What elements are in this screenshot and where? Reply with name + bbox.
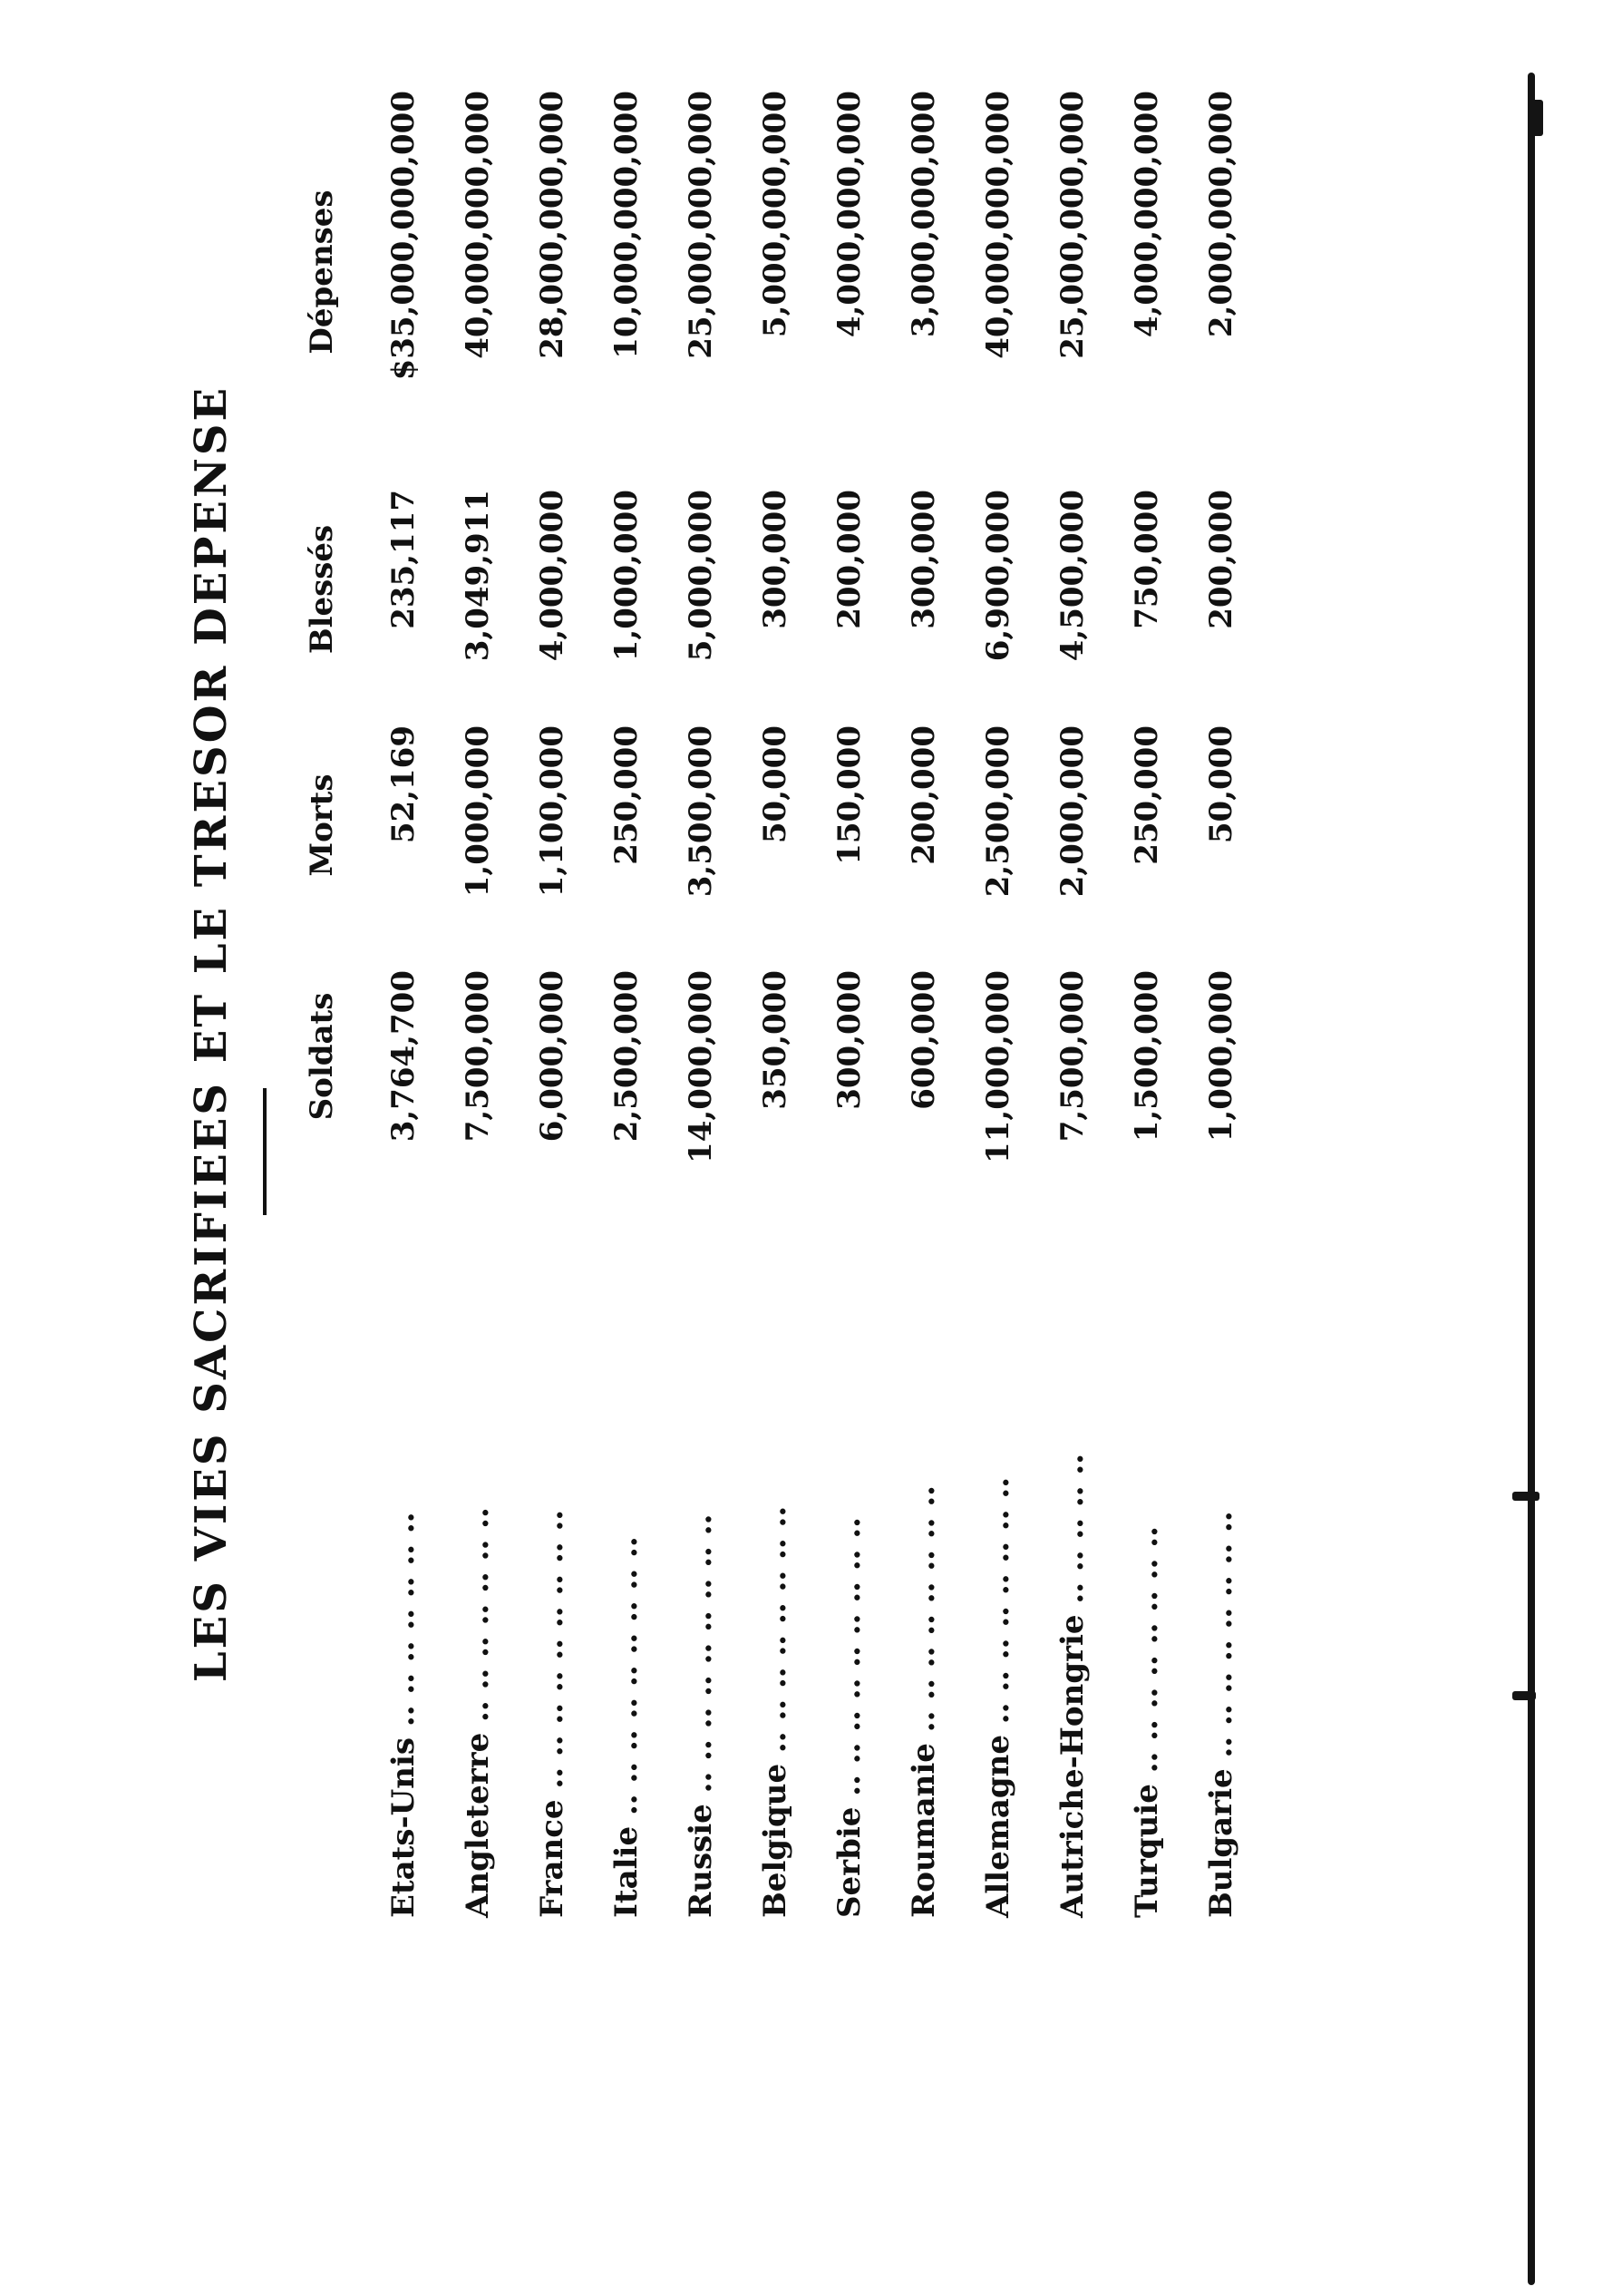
country-cell: Roumanie .. .. .. .. .. .. .. ..	[906, 1484, 942, 1918]
soldats-cell: 7,500,000	[460, 970, 496, 1143]
blesses-cell: 1,000,000	[608, 490, 645, 662]
blesses-cell: 3,049,911	[460, 490, 496, 662]
soldats-cell: 1,500,000	[1129, 970, 1165, 1143]
blesses-cell: 4,000,000	[534, 490, 570, 662]
morts-cell: 50,000	[757, 725, 793, 844]
table-row	[831, 0, 906, 2067]
country-cell: Bulgarie .. .. .. .. .. .. .. ..	[1203, 1511, 1239, 1918]
table-row	[757, 0, 831, 2067]
morts-cell: 250,000	[608, 725, 645, 865]
table-row	[1054, 0, 1129, 2067]
morts-cell: 200,000	[906, 725, 942, 865]
blesses-cell: 5,000,000	[683, 490, 719, 662]
depenses-cell: 5,000,000,000	[757, 91, 793, 338]
depenses-cell: 40,000,000,000	[460, 91, 496, 359]
scan-page-edge	[1528, 73, 1535, 2285]
header-blesses: Blessés	[304, 524, 340, 655]
blesses-cell: 6,900,000	[980, 490, 1016, 662]
table-row	[906, 0, 980, 2067]
blesses-cell: 750,000	[1129, 490, 1165, 629]
soldats-cell: 14,000,000	[683, 970, 719, 1163]
depenses-cell: 10,000,000,000	[608, 91, 645, 359]
table-row	[385, 0, 460, 2067]
blesses-cell: 200,000	[1203, 490, 1239, 629]
depenses-cell: 25,000,000,000	[1054, 91, 1091, 359]
document-page	[109, 0, 1523, 2067]
table-row	[534, 0, 608, 2067]
country-cell: Turquie .. .. .. .. .. .. .. ..	[1129, 1526, 1165, 1918]
document-title: LES VIES SACRIFIEES ET LE TRESOR DEPENSE	[186, 384, 237, 1683]
header-soldats: Soldats	[304, 992, 340, 1121]
country-cell: Allemagne .. .. .. .. .. .. .. ..	[980, 1476, 1016, 1918]
table-row	[608, 0, 683, 2067]
morts-cell: 50,000	[1203, 725, 1239, 844]
soldats-cell: 7,500,000	[1054, 970, 1091, 1143]
casualties-table	[109, 0, 1523, 2067]
header-morts: Morts	[304, 773, 340, 877]
morts-cell: 250,000	[1129, 725, 1165, 865]
blesses-cell: 235,117	[385, 490, 422, 629]
soldats-cell: 11,000,000	[980, 970, 1016, 1163]
country-cell: Etats-Unis .. .. .. .. .. .. ..	[385, 1512, 422, 1918]
depenses-cell: 4,000,000,000	[1129, 91, 1165, 338]
soldats-cell: 350,000	[757, 970, 793, 1110]
country-cell: Belgique .. .. .. .. .. .. .. ..	[757, 1505, 793, 1918]
depenses-cell: 40,000,000,000	[980, 91, 1016, 359]
depenses-cell: 2,000,000,000	[1203, 91, 1239, 338]
table-row	[1203, 0, 1277, 2067]
soldats-cell: 300,000	[831, 970, 868, 1110]
morts-cell: 150,000	[831, 725, 868, 865]
soldats-cell: 600,000	[906, 970, 942, 1110]
soldats-cell: 6,000,000	[534, 970, 570, 1143]
blesses-cell: 300,000	[906, 490, 942, 629]
blesses-cell: 4,500,000	[1054, 490, 1091, 662]
soldats-cell: 2,500,000	[608, 970, 645, 1143]
depenses-cell: 25,000,000,000	[683, 91, 719, 359]
country-cell: Italie .. .. .. .. .. .. .. .. ..	[608, 1536, 645, 1918]
country-cell: Serbie .. .. .. .. .. .. .. .. ..	[831, 1516, 868, 1918]
country-cell: Angleterre .. .. .. .. .. .. ..	[460, 1507, 496, 1918]
table-row	[980, 0, 1054, 2067]
blesses-cell: 300,000	[757, 490, 793, 629]
country-cell: Russie .. .. .. .. .. .. .. .. ..	[683, 1513, 719, 1918]
morts-cell: 2,500,000	[980, 725, 1016, 898]
table-row	[1129, 0, 1203, 2067]
scan-mark	[1532, 100, 1543, 136]
table-row	[460, 0, 534, 2067]
depenses-cell: 28,000,000,000	[534, 91, 570, 359]
morts-cell: 1,100,000	[534, 725, 570, 898]
morts-cell: 2,000,000	[1054, 725, 1091, 898]
morts-cell: 1,000,000	[460, 725, 496, 898]
header-depenses: Dépenses	[304, 190, 340, 355]
morts-cell: 3,500,000	[683, 725, 719, 898]
depenses-cell: 4,000,000,000	[831, 91, 868, 338]
depenses-cell: $35,000,000,000	[385, 91, 422, 381]
soldats-cell: 3,764,700	[385, 970, 422, 1143]
country-cell: France .. .. .. .. .. .. .. .. ..	[534, 1509, 570, 1918]
country-cell: Autriche-Hongrie .. .. .. .. ..	[1054, 1453, 1091, 1918]
soldats-cell: 1,000,000	[1203, 970, 1239, 1143]
blesses-cell: 200,000	[831, 490, 868, 629]
morts-cell: 52,169	[385, 725, 422, 844]
table-row	[683, 0, 757, 2067]
depenses-cell: 3,000,000,000	[906, 91, 942, 338]
